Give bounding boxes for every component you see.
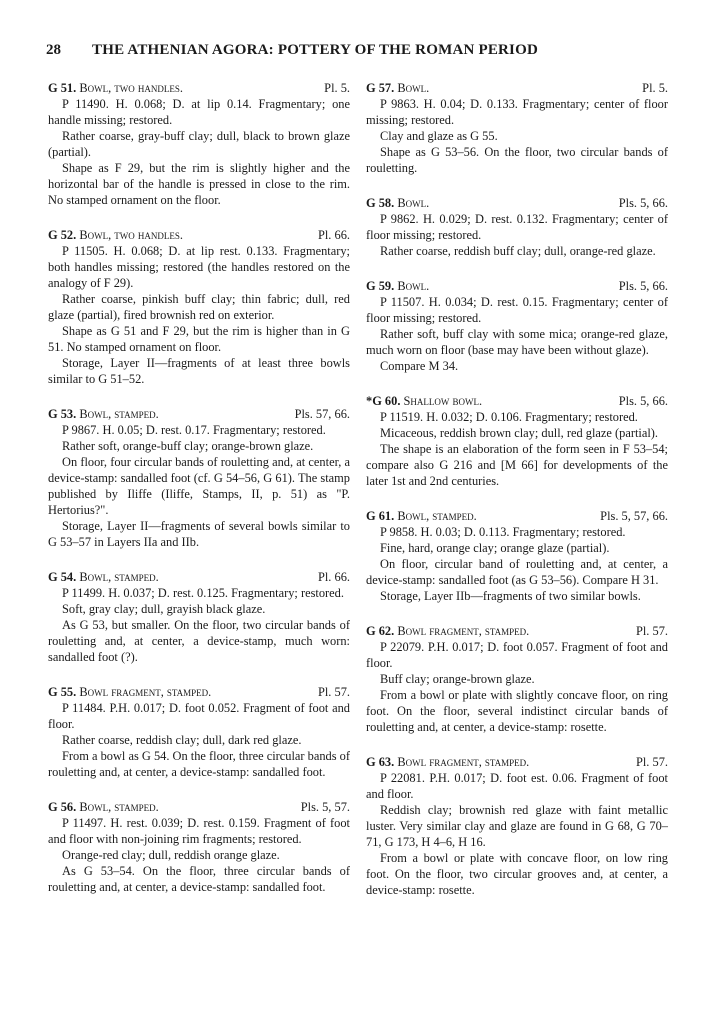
entry-heading: [366, 393, 668, 409]
entry-label: [48, 799, 159, 815]
entry-paragraph: P 9862. H. 0.029; D. rest. 0.132. Fragmentary; center of floor missing; restored.: [366, 212, 668, 242]
entry-paragraph: Storage, Layer II—fragments of several bowls similar to G 53–57 in Layers IIa and IIb.: [48, 519, 350, 549]
entry-paragraph: P 11499. H. 0.037; D. rest. 0.125. Fragmentary; restored.: [62, 586, 344, 600]
entry-paragraph: P 11519. H. 0.032; D. 0.106. Fragmentary; restored.: [380, 410, 638, 424]
entry-heading: [366, 508, 668, 524]
entry-paragraph: P 11505. H. 0.068; D. at lip rest. 0.133. Fragmentary; both handles missing; restored (the handles restored on the analogy of F 29).: [48, 244, 350, 290]
entry-paragraph: Compare M 34.: [380, 359, 459, 373]
entry-paragraph: P 11507. H. 0.034; D. rest. 0.15. Fragmentary; center of floor missing; restored.: [366, 295, 668, 325]
entry-id: G 54.: [48, 570, 77, 584]
entry-id: G 62.: [366, 624, 395, 638]
entry-title: Bowl.: [397, 81, 430, 95]
entry-heading: [48, 569, 350, 585]
entry-label: [366, 278, 429, 294]
entry-title: Bowl fragment, stamped.: [397, 624, 530, 638]
entry-paragraph: P 11490. H. 0.068; D. at lip 0.14. Fragmentary; one handle missing; restored.: [48, 97, 350, 127]
entry-paragraph: P 9867. H. 0.05; D. rest. 0.17. Fragmentary; restored.: [62, 423, 326, 437]
entry-plate-ref: Pls. 5, 66.: [618, 394, 668, 408]
entry-label: [366, 508, 477, 524]
entry-id: G 55.: [48, 685, 77, 699]
entry-heading: [48, 799, 350, 815]
entry-plate-ref: Pl. 66.: [317, 570, 350, 584]
entry-paragraph: P 11497. H. rest. 0.039; D. rest. 0.159. Fragment of foot and floor with non-joining rim fragments; restored.: [48, 816, 350, 846]
entry-paragraph: Shape as G 53–56. On the floor, two circular bands of rouletting.: [366, 145, 668, 175]
entry-title: Shallow bowl.: [403, 394, 483, 408]
entry-plate-ref: Pl. 57.: [635, 755, 668, 769]
entry-paragraph: On floor, circular band of rouletting and, at center, a device-stamp: sandalled foot (as G 53–56). Compare H 31.: [366, 557, 668, 587]
entry-id: G 63.: [366, 755, 395, 769]
entry-heading: [366, 754, 668, 770]
entry-title: Bowl, two handles.: [79, 228, 183, 242]
entry-heading: [366, 623, 668, 639]
entry-id: G 59.: [366, 279, 395, 293]
entry-paragraph: Fine, hard, orange clay; orange glaze (partial).: [380, 541, 610, 555]
entry-title: Bowl, stamped.: [397, 509, 477, 523]
running-title: THE ATHENIAN AGORA: POTTERY OF THE ROMAN PERIOD: [92, 42, 538, 58]
entry-heading: [366, 278, 668, 294]
entry-label: [48, 80, 183, 96]
entry-paragraph: Reddish clay; brownish red glaze with faint metallic luster. Very similar clay and glaze are found in G 68, G 70–71, G 173, H 4–6, H 16.: [366, 803, 668, 849]
catalog-entry: [366, 195, 668, 259]
entry-plate-ref: Pls. 5, 57.: [300, 800, 350, 814]
entry-label: [366, 195, 429, 211]
entry-id: *G 60.: [366, 394, 401, 408]
catalog-entry: [366, 80, 668, 176]
entry-id: G 56.: [48, 800, 77, 814]
entry-heading: [48, 406, 350, 422]
entry-id: G 57.: [366, 81, 395, 95]
entry-paragraph: The shape is an elaboration of the form seen in F 53–54; compare also G 216 and [M 66] for developments of the later 1st and 2nd centuries.: [366, 442, 668, 488]
entry-title: Bowl.: [397, 196, 430, 210]
entry-title: Bowl, two handles.: [79, 81, 183, 95]
entry-title: Bowl, stamped.: [79, 407, 159, 421]
entry-paragraph: Orange-red clay; dull, reddish orange glaze.: [62, 848, 280, 862]
left-column: [48, 80, 350, 914]
entry-paragraph: From a bowl as G 54. On the floor, three circular bands of rouletting and, at center, a device-stamp: sandalled foot.: [48, 749, 350, 779]
entry-paragraph: P 22081. P.H. 0.017; D. foot est. 0.06. Fragment of foot and floor.: [366, 771, 668, 801]
entry-plate-ref: Pls. 5, 57, 66.: [600, 509, 668, 523]
entry-label: [366, 623, 529, 639]
catalog-entry: [366, 623, 668, 735]
entry-label: [48, 227, 183, 243]
entry-label: [366, 80, 429, 96]
entry-label: [366, 393, 482, 409]
entry-plate-ref: Pl. 5.: [324, 81, 350, 95]
entry-paragraph: Clay and glaze as G 55.: [380, 129, 498, 143]
catalog-entry: [48, 406, 350, 550]
right-column: [366, 80, 668, 917]
entry-title: Bowl fragment, stamped.: [79, 685, 212, 699]
entry-title: Bowl, stamped.: [79, 800, 159, 814]
page-number: 28: [46, 42, 61, 58]
catalog-entry: [366, 508, 668, 604]
entry-paragraph: Rather soft, orange-buff clay; orange-brown glaze.: [62, 439, 314, 453]
entry-paragraph: From a bowl or plate with slightly concave floor, on ring foot. On the floor, several indistinct circular bands of rouletting and, at center, a device-stamp: rosette.: [366, 688, 668, 734]
entry-plate-ref: Pl. 57.: [317, 685, 350, 699]
entry-title: Bowl fragment, stamped.: [397, 755, 530, 769]
entry-paragraph: P 11484. P.H. 0.017; D. foot 0.052. Fragment of foot and floor.: [48, 701, 350, 731]
entry-label: [48, 569, 159, 585]
entry-paragraph: Rather soft, buff clay with some mica; orange-red glaze, much worn on floor (base may have been without glaze).: [366, 327, 668, 357]
catalog-entry: [366, 278, 668, 374]
entry-heading: [366, 80, 668, 96]
entry-id: G 52.: [48, 228, 77, 242]
entry-paragraph: As G 53, but smaller. On the floor, two circular bands of rouletting and, at center, a device-stamp, much worn: sandalled foot (?).: [48, 618, 350, 664]
entry-id: G 53.: [48, 407, 77, 421]
entry-id: G 51.: [48, 81, 77, 95]
entry-heading: [48, 684, 350, 700]
catalog-entry: [48, 227, 350, 387]
entry-heading: [48, 80, 350, 96]
entry-paragraph: Buff clay; orange-brown glaze.: [380, 672, 535, 686]
entry-paragraph: Storage, Layer IIb—fragments of two similar bowls.: [380, 589, 641, 603]
entry-paragraph: P 9858. H. 0.03; D. 0.113. Fragmentary; restored.: [380, 525, 626, 539]
entry-paragraph: P 22079. P.H. 0.017; D. foot 0.057. Fragment of foot and floor.: [366, 640, 668, 670]
entry-plate-ref: Pls. 5, 66.: [618, 279, 668, 293]
entry-paragraph: From a bowl or plate with concave floor, on low ring foot. On the floor, two circular grooves and, at center, a device-stamp: rosette.: [366, 851, 668, 897]
entry-paragraph: Storage, Layer II—fragments of at least three bowls similar to G 51–52.: [48, 356, 350, 386]
entry-paragraph: On floor, four circular bands of rouletting and, at center, a device-stamp: sandalled foot (cf. G 54–56, G 61). The stamp published by Iliffe (Iliffe, Stamps, II, p. 51) as "P. Hertorius?".: [48, 455, 350, 517]
entry-plate-ref: Pl. 5.: [642, 81, 668, 95]
entry-title: Bowl, stamped.: [79, 570, 159, 584]
catalog-entry: [366, 754, 668, 898]
entry-paragraph: Shape as F 29, but the rim is slightly higher and the horizontal bar of the handle is pressed in close to the rim. No stamped ornament on the floor.: [48, 161, 350, 207]
entry-id: G 58.: [366, 196, 395, 210]
catalog-entry: [366, 393, 668, 489]
entry-title: Bowl.: [397, 279, 430, 293]
entry-plate-ref: Pl. 57.: [635, 624, 668, 638]
entry-paragraph: As G 53–54. On the floor, three circular bands of rouletting and, at center, a device-stamp: sandalled foot.: [48, 864, 350, 894]
entry-label: [366, 754, 529, 770]
entry-paragraph: Micaceous, reddish brown clay; dull, red glaze (partial).: [380, 426, 658, 440]
entry-paragraph: Shape as G 51 and F 29, but the rim is higher than in G 51. No stamped ornament on floor.: [48, 324, 350, 354]
catalog-entry: [48, 569, 350, 665]
entry-paragraph: Rather coarse, reddish buff clay; dull, orange-red glaze.: [380, 244, 656, 258]
entry-heading: [366, 195, 668, 211]
entry-id: G 61.: [366, 509, 395, 523]
entry-paragraph: P 9863. H. 0.04; D. 0.133. Fragmentary; center of floor missing; restored.: [366, 97, 668, 127]
entry-paragraph: Rather coarse, reddish clay; dull, dark red glaze.: [62, 733, 302, 747]
entry-plate-ref: Pl. 66.: [317, 228, 350, 242]
catalog-entry: [48, 80, 350, 208]
catalog-entry: [48, 799, 350, 895]
entry-heading: [48, 227, 350, 243]
entry-paragraph: Rather coarse, gray-buff clay; dull, black to brown glaze (partial).: [48, 129, 350, 159]
entry-label: [48, 684, 211, 700]
entry-plate-ref: Pls. 57, 66.: [294, 407, 350, 421]
entry-plate-ref: Pls. 5, 66.: [618, 196, 668, 210]
catalog-entry: [48, 684, 350, 780]
entry-paragraph: Rather coarse, pinkish buff clay; thin fabric; dull, red glaze (partial), fired brownish red on exterior.: [48, 292, 350, 322]
entry-paragraph: Soft, gray clay; dull, grayish black glaze.: [62, 602, 266, 616]
entry-label: [48, 406, 159, 422]
